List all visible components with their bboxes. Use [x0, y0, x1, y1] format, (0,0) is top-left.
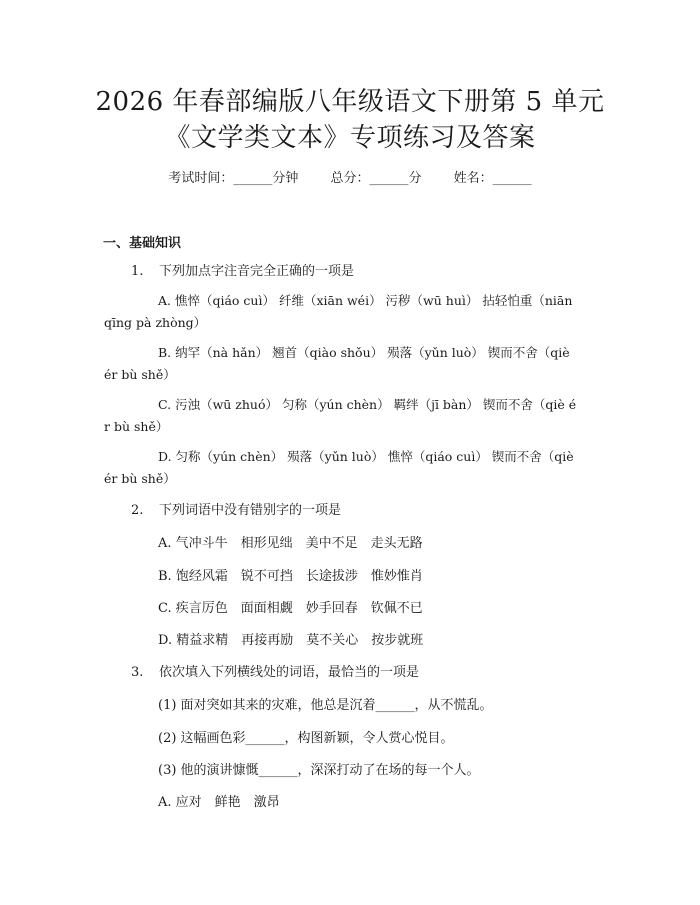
question-stem: 下列词语中没有错别字的一项是 — [159, 503, 342, 518]
question-1 — [131, 263, 354, 281]
document-title-line-1: 2026 年春部编版八年级语文下册第 5 单元 — [95, 87, 605, 117]
question-stem: 下列加点字注音完全正确的一项是 — [159, 264, 355, 279]
section-heading: 一、基础知识 — [103, 236, 182, 251]
q1-option-a: A. 憔悴（qiáo cuì） 纤维（xiān wéi） 污秽（wū huì） 拈轻怕重（niān qīng pà zhòng） — [104, 293, 573, 330]
q3-blank-1: (1) 面对突如其来的灾难，他总是沉着______，从不慌乱。 — [158, 698, 493, 713]
q3-blank-2: (2) 这幅画色彩______，构图新颖，令人赏心悦目。 — [158, 731, 454, 746]
exam-score: 总分：______分 — [330, 171, 422, 186]
question-number: 2. — [131, 503, 144, 518]
q2-option-a: A. 气冲斗牛 相形见绌 美中不足 走头无路 — [158, 536, 423, 551]
exam-info — [0, 170, 700, 188]
exam-time: 考试时间：______分钟 — [168, 171, 299, 186]
question-2 — [131, 502, 341, 520]
q1-option-c: C. 污浊（wū zhuó） 匀称（yún chèn） 羁绊（jī bàn） 锲而不舍（qiè ér bù shě） — [104, 397, 577, 434]
question-number: 1. — [131, 264, 144, 279]
question-stem: 依次填入下列横线处的词语，最恰当的一项是 — [159, 665, 420, 680]
q3-option-a: A. 应对 鲜艳 激昂 — [158, 795, 280, 810]
q2-option-c: C. 疾言厉色 面面相觑 妙手回春 钦佩不已 — [158, 601, 423, 616]
q3-blank-3: (3) 他的演讲慷慨______，深深打动了在场的每一个人。 — [158, 763, 480, 778]
q2-option-d: D. 精益求精 再接再励 莫不关心 按步就班 — [158, 633, 424, 648]
q1-option-b: B. 纳罕（nà hǎn） 翘首（qiào shǒu） 殒落（yǔn luò） 锲而不舍（qiè ér bù shě） — [104, 345, 570, 382]
q2-option-b: B. 饱经风霜 锐不可挡 长途拔涉 惟妙惟肖 — [158, 569, 423, 584]
exam-name: 姓名：______ — [453, 171, 532, 186]
document-title-line-2: 《文学类文本》专项练习及答案 — [164, 123, 536, 153]
question-3 — [131, 664, 419, 682]
q1-option-d: D. 匀称（yún chèn） 殒落（yǔn luò） 憔悴（qiáo cuì） 锲而不舍（qiè ér bù shě） — [104, 449, 574, 486]
question-number: 3. — [131, 665, 144, 680]
